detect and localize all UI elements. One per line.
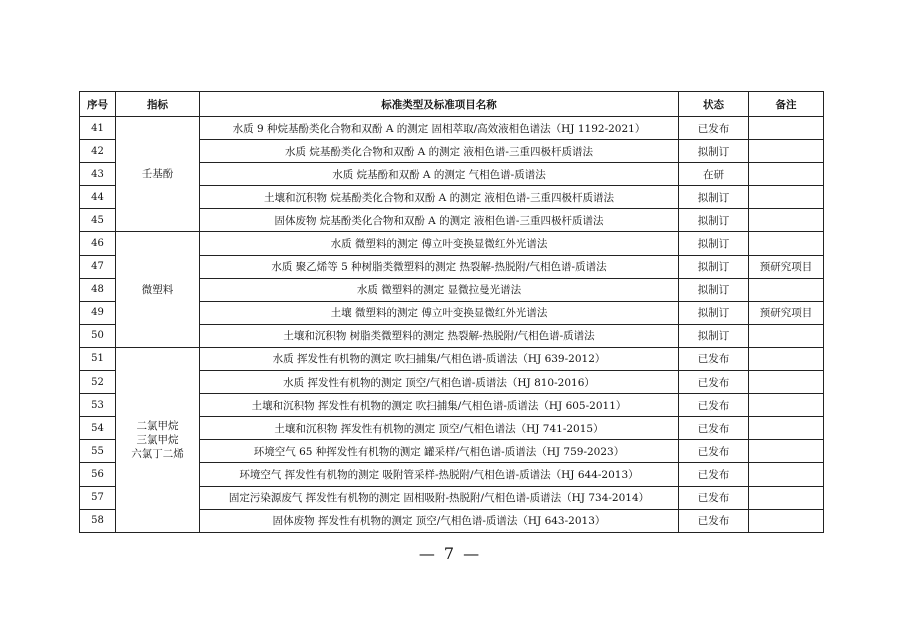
cell-standard-name: 土壤和沉积物 挥发性有机物的测定 吹扫捕集/气相色谱-质谱法（HJ 605-2011） bbox=[200, 394, 679, 417]
cell-seq: 43 bbox=[80, 163, 116, 186]
cell-note bbox=[749, 347, 824, 370]
cell-indicator: 微塑料 bbox=[116, 232, 200, 347]
cell-indicator: 二氯甲烷 三氯甲烷 六氯丁二烯 bbox=[116, 347, 200, 532]
cell-note bbox=[749, 209, 824, 232]
cell-seq: 51 bbox=[80, 347, 116, 370]
cell-standard-name: 水质 微塑料的测定 显微拉曼光谱法 bbox=[200, 278, 679, 301]
cell-seq: 53 bbox=[80, 394, 116, 417]
cell-standard-name: 固定污染源废气 挥发性有机物的测定 固相吸附-热脱附/气相色谱-质谱法（HJ 734-2014） bbox=[200, 486, 679, 509]
cell-seq: 57 bbox=[80, 486, 116, 509]
cell-note bbox=[749, 163, 824, 186]
cell-standard-name: 土壤和沉积物 树脂类微塑料的测定 热裂解-热脱附/气相色谱-质谱法 bbox=[200, 324, 679, 347]
cell-standard-name: 水质 烷基酚和双酚 A 的测定 气相色谱-质谱法 bbox=[200, 163, 679, 186]
cell-standard-name: 固体废物 挥发性有机物的测定 顶空/气相色谱-质谱法（HJ 643-2013） bbox=[200, 509, 679, 532]
cell-note bbox=[749, 117, 824, 140]
header-indicator: 指标 bbox=[116, 92, 200, 117]
cell-status: 已发布 bbox=[679, 463, 749, 486]
cell-standard-name: 土壤和沉积物 挥发性有机物的测定 顶空/气相色谱法（HJ 741-2015） bbox=[200, 417, 679, 440]
cell-standard-name: 水质 烷基酚类化合物和双酚 A 的测定 液相色谱-三重四极杆质谱法 bbox=[200, 140, 679, 163]
cell-seq: 50 bbox=[80, 324, 116, 347]
cell-standard-name: 环境空气 挥发性有机物的测定 吸附管采样-热脱附/气相色谱-质谱法（HJ 644-2013） bbox=[200, 463, 679, 486]
cell-status: 拟制订 bbox=[679, 186, 749, 209]
cell-note: 预研究项目 bbox=[749, 255, 824, 278]
header-status: 状态 bbox=[679, 92, 749, 117]
cell-seq: 54 bbox=[80, 417, 116, 440]
page-number: — 7 — bbox=[418, 544, 482, 563]
cell-note bbox=[749, 394, 824, 417]
cell-seq: 52 bbox=[80, 371, 116, 394]
cell-status: 已发布 bbox=[679, 117, 749, 140]
cell-note bbox=[749, 440, 824, 463]
cell-standard-name: 水质 挥发性有机物的测定 吹扫捕集/气相色谱-质谱法（HJ 639-2012） bbox=[200, 347, 679, 370]
cell-status: 拟制订 bbox=[679, 209, 749, 232]
cell-status: 拟制订 bbox=[679, 301, 749, 324]
cell-seq: 42 bbox=[80, 140, 116, 163]
cell-note: 预研究项目 bbox=[749, 301, 824, 324]
cell-note bbox=[749, 509, 824, 532]
cell-status: 已发布 bbox=[679, 371, 749, 394]
cell-seq: 47 bbox=[80, 255, 116, 278]
cell-status: 已发布 bbox=[679, 417, 749, 440]
header-name: 标准类型及标准项目名称 bbox=[200, 92, 679, 117]
cell-status: 已发布 bbox=[679, 394, 749, 417]
cell-standard-name: 环境空气 65 种挥发性有机物的测定 罐采样/气相色谱-质谱法（HJ 759-2023） bbox=[200, 440, 679, 463]
cell-note bbox=[749, 371, 824, 394]
cell-status: 拟制订 bbox=[679, 278, 749, 301]
standards-table bbox=[79, 91, 824, 533]
cell-note bbox=[749, 140, 824, 163]
table-row bbox=[80, 117, 824, 140]
cell-note bbox=[749, 463, 824, 486]
cell-status: 已发布 bbox=[679, 509, 749, 532]
header-seq: 序号 bbox=[80, 92, 116, 117]
cell-note bbox=[749, 324, 824, 347]
cell-seq: 55 bbox=[80, 440, 116, 463]
cell-standard-name: 土壤 微塑料的测定 傅立叶变换显微红外光谱法 bbox=[200, 301, 679, 324]
cell-seq: 44 bbox=[80, 186, 116, 209]
cell-status: 在研 bbox=[679, 163, 749, 186]
table-header-row bbox=[80, 92, 824, 117]
cell-seq: 48 bbox=[80, 278, 116, 301]
cell-standard-name: 土壤和沉积物 烷基酚类化合物和双酚 A 的测定 液相色谱-三重四极杆质谱法 bbox=[200, 186, 679, 209]
cell-status: 已发布 bbox=[679, 440, 749, 463]
cell-indicator: 壬基酚 bbox=[116, 117, 200, 232]
cell-standard-name: 水质 9 种烷基酚类化合物和双酚 A 的测定 固相萃取/高效液相色谱法（HJ 1192-2021） bbox=[200, 117, 679, 140]
table-row bbox=[80, 347, 824, 370]
cell-note bbox=[749, 417, 824, 440]
cell-seq: 49 bbox=[80, 301, 116, 324]
cell-note bbox=[749, 486, 824, 509]
cell-status: 拟制订 bbox=[679, 255, 749, 278]
cell-standard-name: 水质 微塑料的测定 傅立叶变换显微红外光谱法 bbox=[200, 232, 679, 255]
cell-status: 已发布 bbox=[679, 486, 749, 509]
cell-seq: 45 bbox=[80, 209, 116, 232]
table-row bbox=[80, 232, 824, 255]
header-note: 备注 bbox=[749, 92, 824, 117]
cell-note bbox=[749, 278, 824, 301]
cell-seq: 56 bbox=[80, 463, 116, 486]
cell-standard-name: 水质 挥发性有机物的测定 顶空/气相色谱-质谱法（HJ 810-2016） bbox=[200, 371, 679, 394]
cell-seq: 46 bbox=[80, 232, 116, 255]
cell-note bbox=[749, 232, 824, 255]
cell-standard-name: 固体废物 烷基酚类化合物和双酚 A 的测定 液相色谱-三重四极杆质谱法 bbox=[200, 209, 679, 232]
cell-seq: 41 bbox=[80, 117, 116, 140]
cell-standard-name: 水质 聚乙烯等 5 种树脂类微塑料的测定 热裂解-热脱附/气相色谱-质谱法 bbox=[200, 255, 679, 278]
cell-status: 已发布 bbox=[679, 347, 749, 370]
cell-status: 拟制订 bbox=[679, 140, 749, 163]
table-body bbox=[80, 117, 824, 533]
cell-seq: 58 bbox=[80, 509, 116, 532]
cell-status: 拟制订 bbox=[679, 324, 749, 347]
cell-status: 拟制订 bbox=[679, 232, 749, 255]
cell-note bbox=[749, 186, 824, 209]
